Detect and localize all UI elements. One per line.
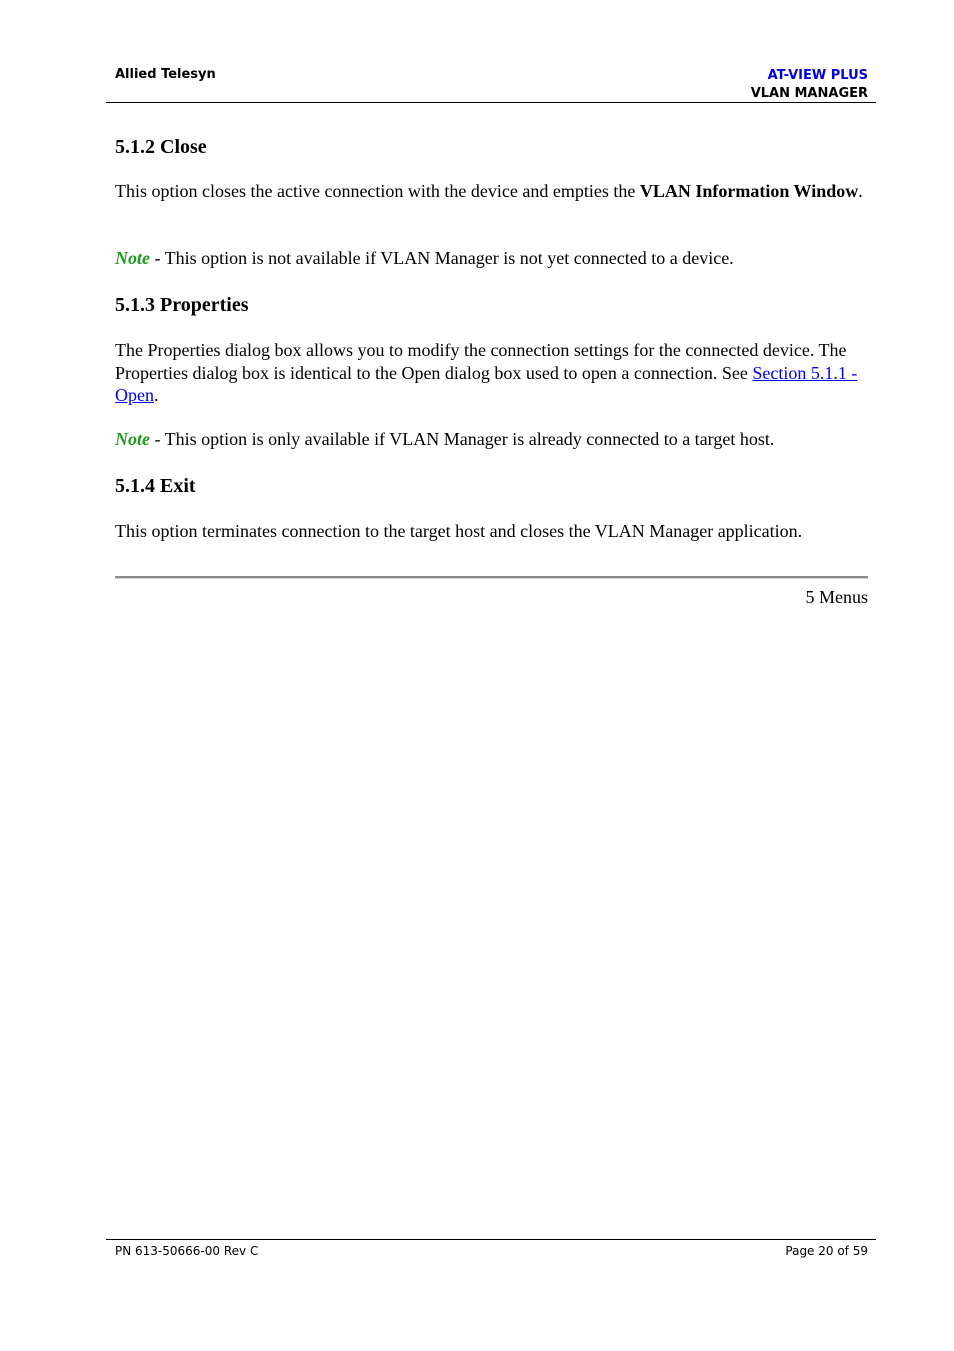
vlan-information-window-term: VLAN Information Window bbox=[639, 181, 859, 201]
company-name: Allied Telesyn bbox=[115, 67, 216, 82]
note-label: Note bbox=[115, 429, 150, 449]
section-end-divider bbox=[115, 576, 868, 579]
properties-paragraph bbox=[115, 339, 875, 407]
header-divider bbox=[106, 102, 876, 103]
exit-paragraph: This option terminates connection to the target host and closes the VLAN Manager application. bbox=[115, 521, 803, 541]
section-heading-close: 5.1.2 Close bbox=[115, 136, 207, 158]
module-name: VLAN MANAGER bbox=[750, 86, 868, 101]
properties-note-text: - This option is only available if VLAN Manager is already connected to a target host. bbox=[150, 429, 775, 449]
close-note-text: - This option is not available if VLAN Manager is not yet connected to a device. bbox=[150, 248, 734, 268]
footer-divider bbox=[106, 1239, 876, 1240]
close-paragraph bbox=[115, 180, 875, 203]
properties-note bbox=[115, 428, 875, 451]
page-number: Page 20 of 59 bbox=[785, 1244, 868, 1258]
section-heading-exit: 5.1.4 Exit bbox=[115, 475, 196, 497]
properties-paragraph-end: . bbox=[154, 385, 159, 405]
note-label: Note bbox=[115, 248, 150, 268]
section-heading-properties: 5.1.3 Properties bbox=[115, 294, 249, 316]
header-product-block bbox=[751, 67, 868, 103]
chapter-label: 5 Menus bbox=[805, 587, 868, 607]
close-paragraph-text: This option closes the active connection with the device and empties the bbox=[115, 181, 640, 201]
close-note bbox=[115, 247, 875, 270]
properties-paragraph-text: The Properties dialog box allows you to modify the connection settings for the connected device. The Properties dialog box is identical to the Open dialog box used to open a connection. See bbox=[115, 340, 847, 383]
part-number: PN 613-50666-00 Rev C bbox=[115, 1244, 259, 1258]
close-paragraph-end: . bbox=[858, 181, 863, 201]
product-name: AT-VIEW PLUS bbox=[767, 68, 868, 83]
section-open-link[interactable]: Section 5.1.1 - Open bbox=[115, 362, 858, 405]
